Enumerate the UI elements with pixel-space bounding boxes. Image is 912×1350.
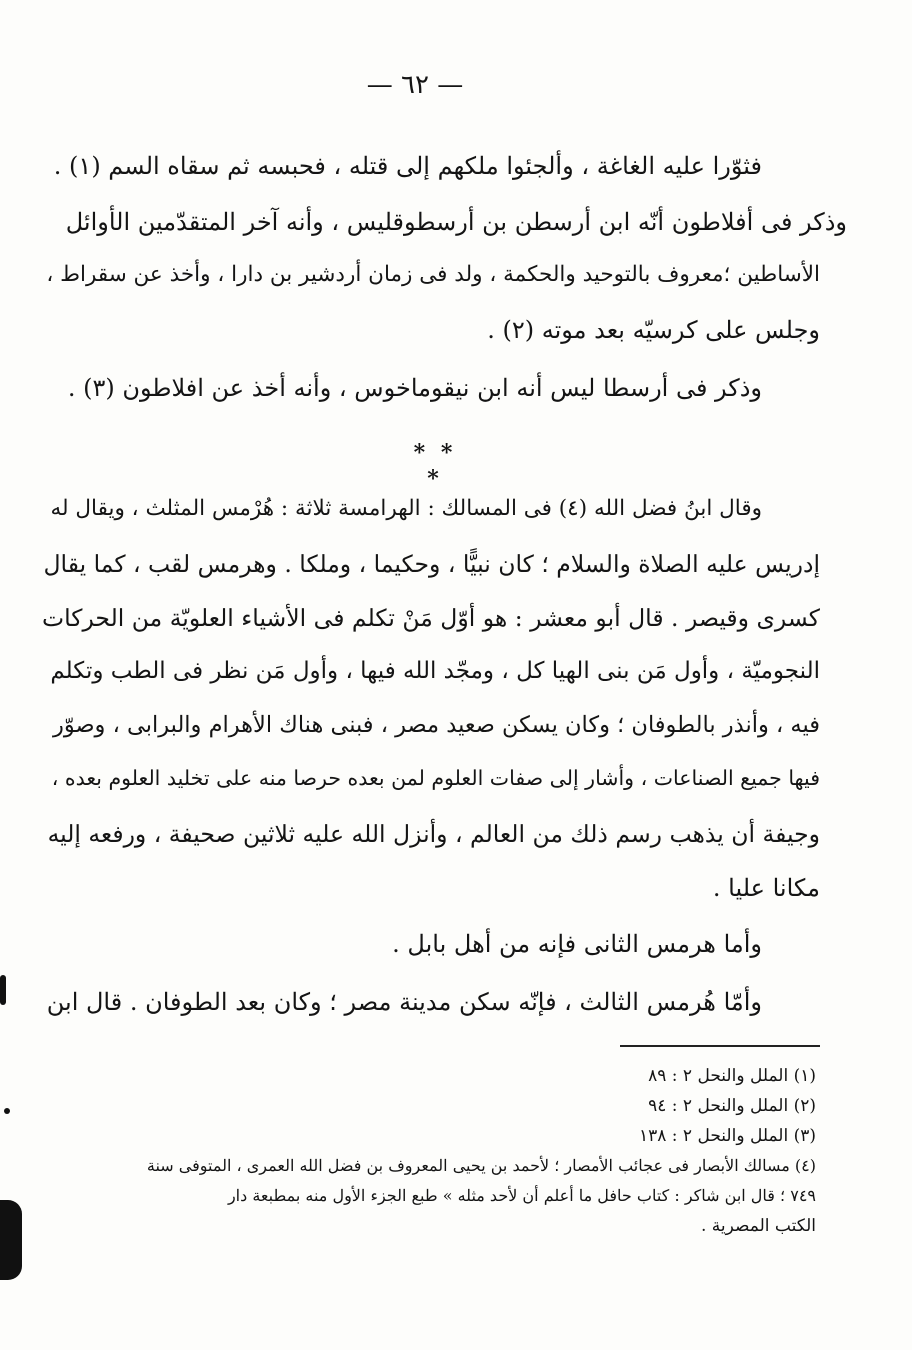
footnote: (٣) الملل والنحل ٢ : ١٣٨ bbox=[638, 1126, 816, 1146]
text-line: وذكر فى أفلاطون أنّه ابن أرسطن بن أرسطوقليس ، وأنه آخر المتقدّمين الأوائل bbox=[65, 208, 847, 236]
scan-mark bbox=[0, 1200, 22, 1280]
text-line: كسرى وقيصر . قال أبو معشر : هو أوّل مَنْ تكلم فى الأشياء العلويّة من الحركات bbox=[41, 604, 820, 632]
scan-mark bbox=[4, 1108, 10, 1114]
text-line: وقال ابنُ فضل الله (٤) فى المسالك : الهرامسة ثلاثة : هُرْمس المثلث ، ويقال له bbox=[50, 496, 762, 521]
section-separator: * * * bbox=[413, 440, 457, 492]
text-line: إدريس عليه الصلاة والسلام ؛ كان نبيًّا ، وحكيما ، وملكا . وهرمس لقب ، كما يقال bbox=[43, 550, 820, 578]
footnote: الكتب المصرية . bbox=[700, 1216, 816, 1236]
text-line: وأما هرمس الثانى فإنه من أهل بابل . bbox=[392, 930, 762, 958]
footnote: (٢) الملل والنحل ٢ : ٩٤ bbox=[648, 1096, 816, 1116]
text-line: وجلس على كرسيّه بعد موته (٢) . bbox=[487, 316, 820, 344]
text-line: فيها جميع الصناعات ، وأشار إلى صفات العلوم لمن بعده حرصا منه على تخليد العلوم بعده ، bbox=[51, 766, 820, 790]
text-line: النجوميّة ، وأول مَن بنى الهيا كل ، ومجّد الله فيها ، وأول مَن نظر فى الطب وتكلم bbox=[50, 658, 820, 684]
page-number: — ٦٢ — bbox=[366, 70, 464, 100]
text-line: فثوّرا عليه الغاغة ، وألجئوا ملكهم إلى قتله ، فحبسه ثم سقاه السم (١) . bbox=[53, 152, 762, 180]
text-line: وأمّا هُرمس الثالث ، فإنّه سكن مدينة مصر ؛ وكان بعد الطوفان . قال ابن bbox=[46, 988, 762, 1016]
footnote: (٤) مسالك الأبصار فى عجائب الأمصار ؛ لأحمد بن يحيى المعروف بن فضل الله العمرى ، المتوفى سنة bbox=[146, 1156, 816, 1175]
text-line: مكانا عليا . bbox=[712, 874, 820, 902]
scan-mark bbox=[0, 975, 6, 1005]
text-line: وذكر فى أرسطا ليس أنه ابن نيقوماخوس ، وأنه أخذ عن افلاطون (٣) . bbox=[67, 374, 762, 402]
footnote: ٧٤٩ ؛ قال ابن شاكر : كتاب حافل ما أعلم أن لأحد مثله » طبع الجزء الأول منه بمطبعة دار bbox=[227, 1186, 816, 1205]
footnote-rule bbox=[620, 1045, 820, 1047]
text-line: فيه ، وأنذر بالطوفان ؛ وكان يسكن صعيد مصر ، فبنى هناك الأهرام والبرابى ، وصوّر bbox=[52, 712, 820, 738]
text-line: الأساطين ؛معروف بالتوحيد والحكمة ، ولد فى زمان أردشير بن دارا ، وأخذ عن سقراط ، bbox=[46, 262, 820, 287]
text-line: وجيفة أن يذهب رسم ذلك من العالم ، وأنزل الله عليه ثلاثين صحيفة ، ورفعه إليه bbox=[47, 820, 820, 848]
footnote: (١) الملل والنحل ٢ : ٨٩ bbox=[648, 1066, 816, 1086]
